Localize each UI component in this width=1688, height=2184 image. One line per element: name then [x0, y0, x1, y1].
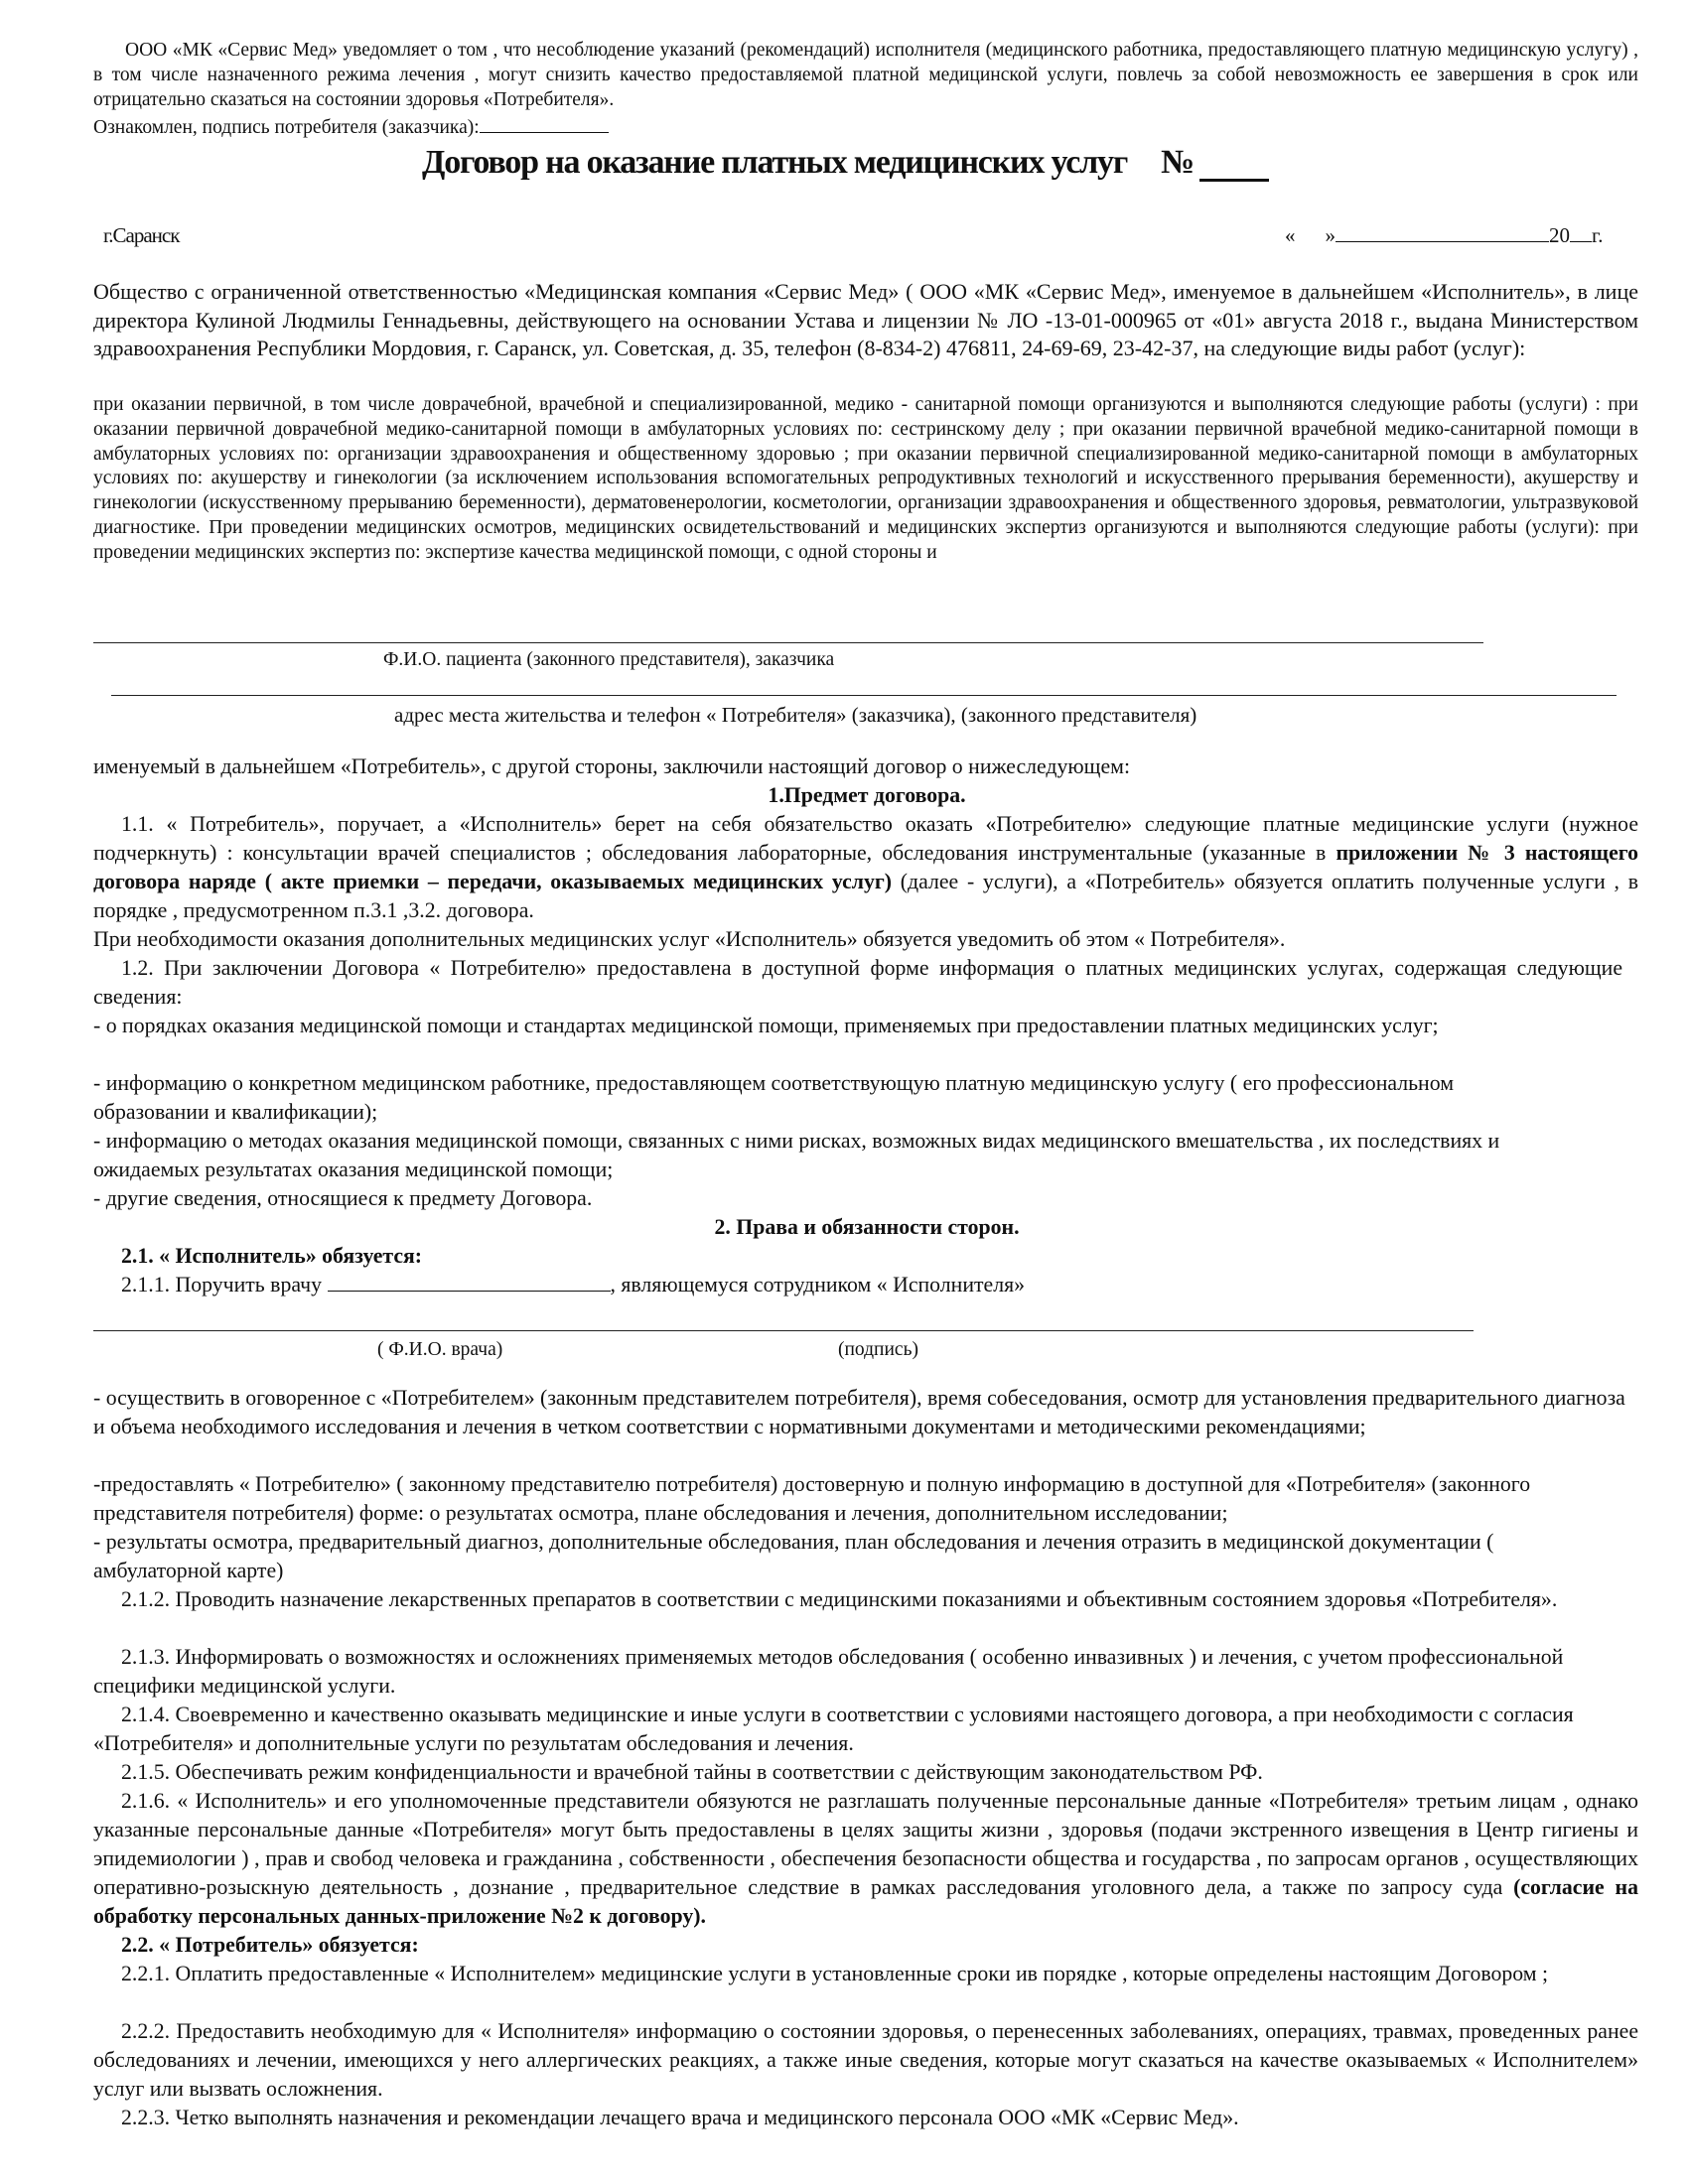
preamble-intro: Общество с ограниченной ответственностью «Медицинская компания «Сервис Мед» ( ООО «МК «Сервис Мед», именуемое в дальнейшем «Исполнитель», в лице директора Кулиной Людмилы Геннадьевны, действующего на основании Устава и лицензии № ЛО -13-01-000965 от «01» августа 2018 г., выдана Министерством здравоохранения Республики Мордовия, г. Саранск, ул. Советская, д. 35, телефон (8-834-2) 476811, 24-69-69, 23-42-37, на следующие виды работ (услуг):: [93, 279, 1638, 361]
section1-list-item: - о порядках оказания медицинской помощи и стандартах медицинской помощи, применяемых при предоставлении платных медицинских услуг;: [93, 1014, 1439, 1037]
duty-item: -предоставлять « Потребителю» ( законному представителю потребителя) достоверную и полную информацию в доступной для «Потребителя» (законного представителя потребителя) форме: о результатах осмотра, плане обследования и лечения, дополнительном исследовании;: [93, 1472, 1531, 1525]
clause-2-2-3: 2.2.3. Четко выполнять назначения и рекомендации лечащего врача и медицинского персонала ООО «МК «Сервис Мед».: [121, 2106, 1239, 2129]
title-text: Договор на оказание платных медицинских услуг: [422, 144, 1128, 181]
city: г.Саранск: [103, 223, 180, 247]
notice-signature-line: [93, 112, 609, 140]
preamble-closing: именуемый в дальнейшем «Потребитель», с другой стороны, заключили настоящий договор о нижеследующем:: [93, 754, 1130, 778]
clause-2-1-3: 2.1.3. Информировать о возможностях и осложнениях применяемых методов обследования ( особенно инвазивных ) и лечения, с учетом профессиональной специфики медицинской услуги.: [93, 1645, 1564, 1698]
notice-text: ООО «МК «Сервис Мед» уведомляет о том , что несоблюдение указаний (рекомендаций) исполнителя (медицинского работника, предоставляющего платную медицинскую услугу) , в том числе назначенного режима лечения , могут снизить качество предоставляемой платной медицинской услуги, повлечь за собой невозможность ее завершения в срок или отрицательно сказаться на состоянии здоровья «Потребителя».: [93, 40, 1638, 110]
clause-2-1-4: 2.1.4. Своевременно и качественно оказывать медицинские и иные услуги в соответствии с условиями настоящего договора, а при необходимости с согласия «Потребителя» и дополнительные услуги по результатам обследования и лечения.: [93, 1703, 1574, 1755]
signature-caption: (подпись): [838, 1339, 918, 1360]
duty-item: - осуществить в оговоренное с «Потребителем» (законным представителем потребителя), время собеседования, осмотр для установления предварительного диагноза и объема необходимого исследования и лечения в четком соответствии с нормативными документами и методическими рекомендациями;: [93, 1386, 1625, 1438]
address-caption: адрес места жительства и телефон « Потребителя» (заказчика), (законного представителя): [394, 703, 1197, 727]
section1-clause-1-1: 1.1. « Потребитель», поручает, а «Исполнитель» берет на себя обязательство оказать «Потребителю» следующие платные медицинские услуги (нужное подчеркнуть) : консультации врачей специалистов ; обследования лабораторные, обследования инструментальные (указанные в приложении № 3 настоящего договора наряде ( акте приемки – передачи, оказываемых медицинских услуг) (далее - услуги), а «Потребитель» обязуется оплатить полученные услуги , в порядке , предусмотренном п.3.1 ,3.2. договора.: [93, 812, 1639, 922]
section1-list-item: - другие сведения, относящиеся к предмету Договора.: [93, 1186, 593, 1210]
clause-2-1-2: 2.1.2. Проводить назначение лекарственных препаратов в соответствии с медицинскими показаниями и объективным состоянием здоровья «Потребителя».: [121, 1587, 1558, 1611]
date-blank[interactable]: [1336, 223, 1549, 242]
section1-list-item: - информацию о конкретном медицинском работнике, предоставляющем соответствующую платную медицинскую услугу ( его профессиональном образовании и квалификации);: [93, 1071, 1454, 1124]
clause-2-1-6: 2.1.6. « Исполнитель» и его уполномоченные представители обязуются не разглашать полученные персональные данные «Потребителя» третьим лицам , однако указанные персональные данные «Потребителя» могут быть предоставлены в целях защиты жизни , здоровья (подачи экстренного извещения в Центр гигиены и эпидемиологии ) , прав и свобод человека и гражданина , собственности , обеспечения безопасности общества и государства , по запросам органов , осуществляющих оперативно-розыскную деятельность , дознание , предварительное следствие в рамках расследования уголовного дела, а также по запросу суда (согласие на обработку персональных данных-приложение №2 к договору).: [93, 1789, 1638, 1928]
doctor-caption: ( Ф.И.О. врача): [377, 1339, 503, 1360]
signature-blank[interactable]: [480, 112, 609, 133]
section2-sub-2-2: 2.2. « Потребитель» обязуется:: [121, 1933, 419, 1957]
notice-signature-label: Ознакомлен, подпись потребителя (заказчика):: [93, 117, 480, 138]
section2-sub-2-1: 2.1. « Исполнитель» обязуется:: [121, 1244, 423, 1268]
clause-2-2-1: 2.2.1. Оплатить предоставленные « Исполнителем» медицинские услуги в установленные сроки ив порядке , которые определены настоящим Договором ;: [121, 1962, 1549, 1985]
section2-clause-2-1-1: 2.1.1. Поручить врачу , являющемуся сотрудником « Исполнителя»: [121, 1273, 1026, 1297]
preamble-services: при оказании первичной, в том числе доврачебной, врачебной и специализированной, медико - санитарной помощи организуются и выполняются следующие работы (услуги) : при оказании первичной доврачебной медико-санитарной помощи в амбулаторных условиях по: сестринскому делу ; при оказании первичной врачебной медико-санитарной помощи в амбулаторных условиях по: организации здравоохранения и общественному здоровью ; при оказании первичной специализированной медико-санитарной помощи в амбулаторных условиях по: акушерству и гинекологии (за исключением использования вспомогательных репродуктивных технологий и искусственного прерывания беременности), акушерству и гинекологии (искусственному прерыванию беременности), дерматовенерологии, косметологии, организации здравоохранения и общественного здоровья, ревматологии, ультразвуковой диагностике. При проведении медицинских осмотров, медицинских освидетельствований и медицинских экспертиз организуются и выполняются следующие работы (услуги): при проведении медицинских экспертиз по: экспертизе качества медицинской помощи, с одной стороны и: [93, 394, 1638, 563]
clause-2-2-2: 2.2.2. Предоставить необходимую для « Исполнителя» информацию о состоянии здоровья, о перенесенных заболеваниях, операциях, травмах, проведенных ранее обследованиях и лечении, имеющихся у него аллергических реакциях, а также иные сведения, которые могут сказаться на качестве оказываемых « Исполнителем» услуг или вызвать осложнения.: [93, 2019, 1638, 2101]
date-line: « » 20 г.: [1285, 223, 1604, 247]
clause-2-1-5: 2.1.5. Обеспечивать режим конфиденциальности и врачебной тайны в соответствии с действующим законодательством РФ.: [121, 1760, 1263, 1784]
patient-caption: Ф.И.О. пациента (законного представителя), заказчика: [383, 649, 835, 670]
doctor-blank[interactable]: [328, 1271, 611, 1292]
contract-number-blank[interactable]: [1199, 149, 1269, 182]
section2-heading: 2. Права и обязанности сторон.: [714, 1215, 1020, 1239]
patient-name-line[interactable]: [93, 642, 1483, 643]
section1-clause-1-2: 1.2. При заключении Договора « Потребителю» предоставлена в доступной форме информация о платных медицинских услугах, содержащая следующие сведения:: [93, 956, 1622, 1009]
contract-title: [422, 144, 1269, 182]
section1-list-item: - информацию о методах оказания медицинской помощи, связанных с ними рисках, возможных видах медицинского вмешательства , их последствиях и ожидаемых результатах оказания медицинской помощи;: [93, 1129, 1500, 1181]
duty-item: - результаты осмотра, предварительный диагноз, дополнительные обследования, план обследования и лечения отразить в медицинской документации ( амбулаторной карте): [93, 1530, 1494, 1582]
section1-heading: 1.Предмет договора.: [768, 783, 966, 807]
doctor-name-line[interactable]: [93, 1330, 1474, 1331]
year-blank[interactable]: [1570, 223, 1592, 242]
address-line[interactable]: [111, 695, 1617, 696]
section1-extra: При необходимости оказания дополнительных медицинских услуг «Исполнитель» обязуется уведомить об этом « Потребителя».: [93, 927, 1286, 951]
number-sign: №: [1161, 144, 1195, 181]
